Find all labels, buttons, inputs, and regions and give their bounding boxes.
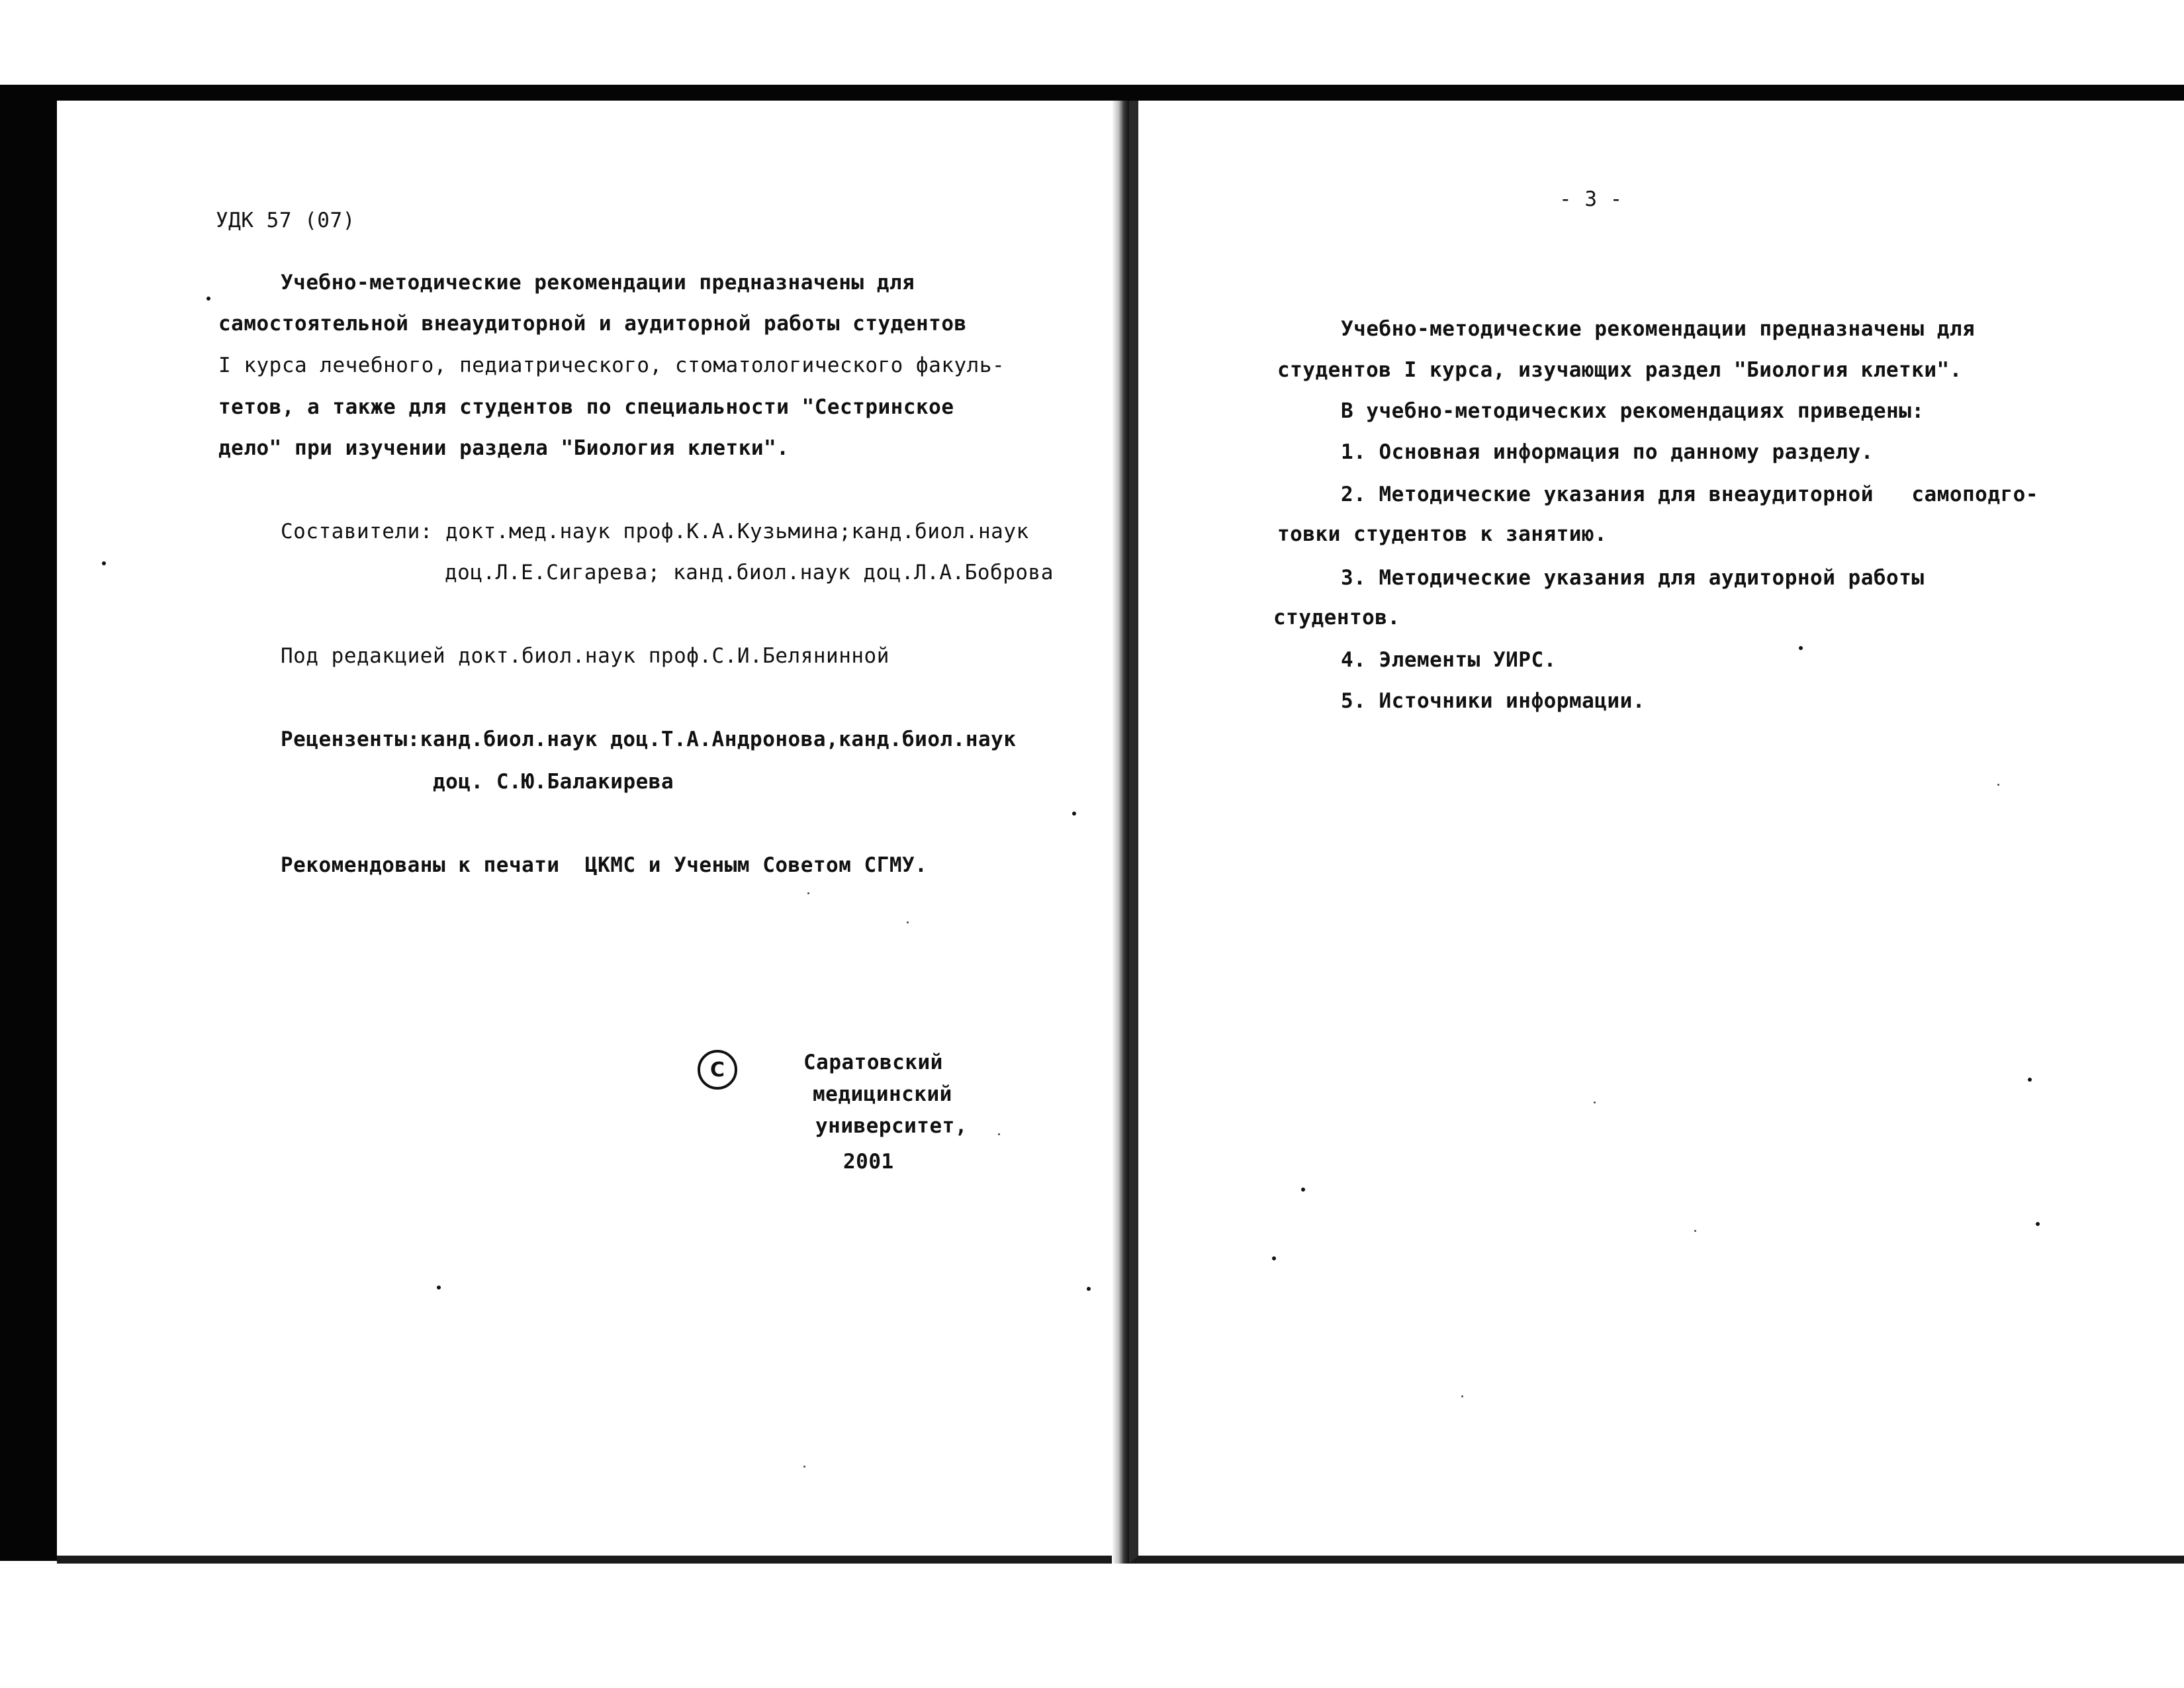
list-item-2-line-1: 2. Методические указания для внеаудиторной самоподго- (1341, 483, 2038, 506)
scan-speck (2036, 1222, 2040, 1226)
publisher-year: 2001 (843, 1150, 894, 1174)
scan-speck (1694, 1230, 1696, 1232)
list-item-1: 1. Основная информация по данному разделу. (1341, 440, 1874, 464)
scan-speck (2028, 1078, 2032, 1082)
list-item-3-line-1: 3. Методические указания для аудиторной работы (1341, 566, 1925, 590)
scan-speck (803, 1466, 805, 1468)
scan-speck (1301, 1188, 1305, 1192)
intro-line-5: дело" при изучении раздела "Биология клетки". (218, 436, 790, 460)
scan-speck (1461, 1395, 1463, 1397)
right-intro-line-1: Учебно-методические рекомендации предназначены для (1341, 317, 1976, 341)
recommended-line: Рекомендованы к печати ЦКМС и Ученым Советом СГМУ. (281, 853, 928, 877)
scan-speck (1072, 812, 1076, 816)
list-item-3-line-2: студентов. (1273, 606, 1400, 630)
page-number: - 3 - (1559, 187, 1623, 211)
list-item-2-line-2: товки студентов к занятию. (1277, 522, 1608, 546)
list-item-5: 5. Источники информации. (1341, 689, 1645, 713)
scan-speck (998, 1133, 1000, 1135)
scan-speck (437, 1286, 441, 1289)
scan-border-top (0, 85, 2184, 101)
scan-speck (1799, 646, 1803, 650)
scan-speck (102, 561, 106, 565)
publisher-line-1: Саратовский (803, 1051, 943, 1074)
scan-speck (907, 921, 909, 923)
scan-speck (1594, 1102, 1596, 1103)
scan-speck (206, 297, 210, 301)
intro-line-3: I курса лечебного, педиатрического, стоматологического факуль- (218, 353, 1005, 377)
scan-speck (1997, 784, 1999, 786)
scan-speck (807, 892, 809, 894)
compilers-line-2: доц.Л.Е.Сигарева; канд.биол.наук доц.Л.А.Боброва (445, 561, 1054, 585)
scan-speck (1272, 1256, 1276, 1260)
publisher-line-3: университет, (815, 1114, 968, 1138)
reviewers-line-1: Рецензенты:канд.биол.наук доц.Т.А.Андронова,канд.биол.наук (281, 727, 1017, 751)
udk-code: УДК 57 (07) (216, 209, 355, 232)
intro-line-2: самостоятельной внеаудиторной и аудиторной работы студентов (218, 312, 967, 336)
book-gutter (1112, 101, 1129, 1564)
intro-line-1: Учебно-методические рекомендации предназначены для (281, 271, 915, 295)
scan-speck (1087, 1287, 1091, 1291)
list-heading: В учебно-методических рекомендациях приведены: (1341, 399, 1925, 423)
intro-line-4: тетов, а также для студентов по специальности "Сестринское (218, 395, 954, 419)
right-intro-line-2: студентов I курса, изучающих раздел "Биология клетки". (1277, 358, 1962, 382)
editor-line: Под редакцией докт.биол.наук проф.С.И.Белянинной (281, 644, 889, 668)
copyright-icon: C (698, 1050, 737, 1090)
publisher-line-2: медицинский (813, 1082, 952, 1106)
compilers-line-1: Составители: докт.мед.наук проф.К.А.Кузьмина;канд.биол.наук (281, 520, 1029, 543)
reviewers-line-2: доц. С.Ю.Балакирева (433, 770, 674, 794)
list-item-4: 4. Элементы УИРС. (1341, 648, 1557, 672)
scan-border-left (0, 85, 57, 1561)
